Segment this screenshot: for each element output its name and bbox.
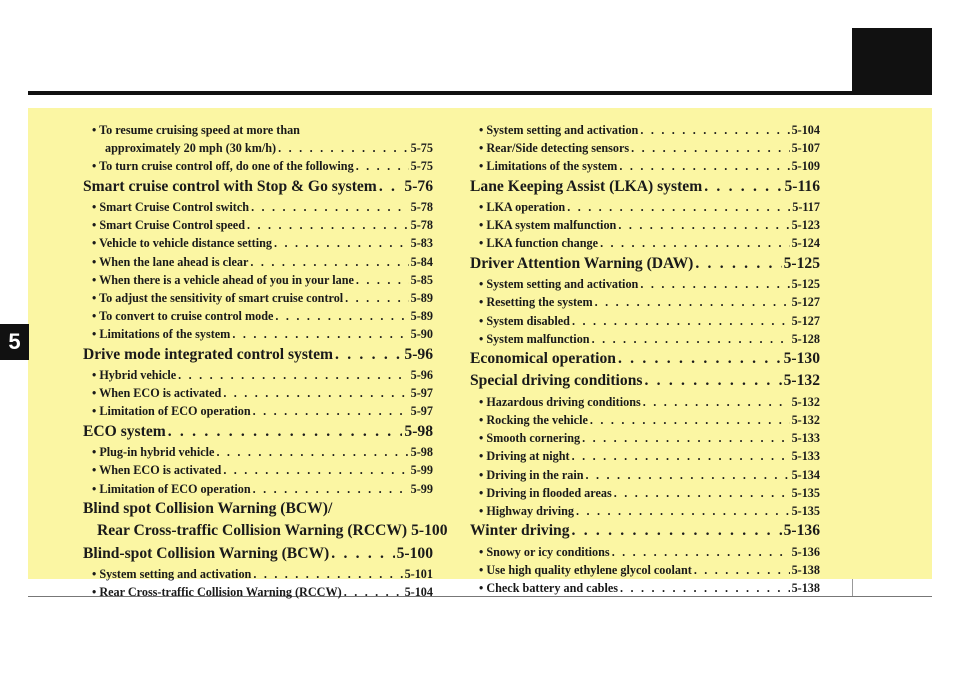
- toc-page-number: 5-109: [791, 159, 820, 174]
- toc-entry-label: • Highway driving: [479, 504, 575, 518]
- toc-entry[interactable]: [83, 139, 433, 157]
- toc-entry-label: • LKA operation: [479, 200, 566, 215]
- toc-entry[interactable]: [470, 330, 820, 348]
- toc-entry-continued[interactable]: [83, 121, 433, 139]
- toc-entry[interactable]: [83, 271, 433, 289]
- toc-entry-label: Blind-spot Collision Warning (BCW): [83, 544, 330, 562]
- toc-entry-label: • Limitation of ECO operation: [92, 481, 251, 496]
- toc-entry-label: • To resume cruising speed at more than: [92, 123, 300, 137]
- toc-entry-label: • Hazardous driving conditions: [479, 394, 641, 409]
- toc-section-heading-continued[interactable]: [83, 498, 433, 521]
- dot-leader: [590, 411, 790, 429]
- toc-page-number: 5-100: [396, 544, 433, 562]
- toc-right-column: [470, 121, 820, 597]
- toc-entry[interactable]: [470, 484, 820, 502]
- toc-page-number: 5-104: [791, 123, 820, 137]
- dot-leader: [275, 307, 408, 325]
- toc-entry[interactable]: [470, 293, 820, 311]
- dot-leader: [168, 421, 403, 444]
- dot-leader: [278, 139, 409, 157]
- dot-leader: [232, 325, 408, 343]
- toc-entry-label: • When the lane ahead is clear: [92, 254, 249, 269]
- toc-entry[interactable]: [470, 579, 820, 597]
- toc-entry-label: • LKA system malfunction: [479, 218, 617, 233]
- toc-entry-label: • System malfunction: [479, 331, 590, 346]
- toc-page-number: 5-98: [404, 422, 433, 440]
- toc-entry[interactable]: [470, 198, 820, 216]
- dot-leader: [582, 429, 789, 447]
- toc-page-number: 5-125: [783, 254, 820, 272]
- dot-leader: [695, 253, 781, 276]
- toc-entry-label: ECO system: [83, 422, 166, 440]
- toc-entry-label: • Use high quality ethylene glycol coolant: [479, 562, 692, 577]
- dot-leader: [640, 275, 789, 293]
- toc-page-number: 5-99: [410, 463, 433, 478]
- dot-leader: [600, 234, 790, 252]
- toc-page-number: 5-130: [783, 349, 820, 367]
- toc-entry-label: • Check battery and cables: [479, 581, 619, 596]
- toc-page-number: 5-101: [404, 567, 433, 582]
- toc-section-heading[interactable]: [470, 253, 820, 276]
- toc-entry[interactable]: [83, 216, 433, 234]
- toc-entry-label: • Rocking the vehicle: [479, 413, 588, 428]
- toc-page-number: 5-136: [783, 522, 820, 540]
- dot-leader: [631, 139, 789, 157]
- toc-entry-label: Winter driving: [470, 522, 570, 540]
- toc-page-number: 5-138: [791, 562, 820, 577]
- toc-entry-label: • When ECO is activated: [92, 386, 222, 401]
- toc-page-number: 5-78: [410, 200, 433, 215]
- dot-leader: [619, 157, 789, 175]
- toc-section-heading[interactable]: [470, 176, 820, 199]
- toc-entry-label: • Smooth cornering: [479, 431, 581, 446]
- dot-leader: [644, 370, 781, 393]
- toc-page-number: 5-104: [404, 585, 433, 600]
- toc-page-number: 5-89: [410, 291, 433, 305]
- dot-leader: [618, 348, 782, 371]
- toc-entry-label: Rear Cross-traffic Collision Warning (RCCW): [97, 522, 408, 540]
- toc-page-number: 5-125: [791, 277, 820, 292]
- dot-leader: [253, 480, 409, 498]
- toc-entry-label: • Snowy or icy conditions: [479, 544, 610, 559]
- toc-entry-label: Drive mode integrated control system: [83, 345, 334, 363]
- toc-entry-label: Special driving conditions: [470, 372, 643, 390]
- toc-section-heading[interactable]: [470, 348, 820, 371]
- toc-page-number: 5-83: [410, 236, 433, 251]
- dot-leader: [592, 330, 790, 348]
- toc-page-number: 5-78: [410, 218, 433, 233]
- dot-leader: [247, 216, 409, 234]
- toc-entry-label: • Driving in the rain: [479, 467, 584, 482]
- toc-page-number: 5-98: [410, 445, 433, 460]
- toc-entry[interactable]: [470, 121, 820, 139]
- toc-entry[interactable]: [470, 411, 820, 429]
- dot-leader: [250, 253, 408, 271]
- toc-entry[interactable]: [83, 461, 433, 479]
- toc-page-number: 5-76: [404, 177, 433, 195]
- toc-entry[interactable]: [470, 312, 820, 330]
- toc-section-heading[interactable]: [83, 176, 433, 199]
- dot-leader: [572, 312, 790, 330]
- dot-leader: [704, 176, 782, 199]
- chapter-number-badge: 5: [0, 324, 29, 360]
- toc-page-number: 5-133: [791, 431, 820, 446]
- toc-entry-label: • Hybrid vehicle: [92, 368, 177, 383]
- toc-entry-label: Smart cruise control with Stop & Go system: [83, 177, 377, 195]
- toc-entry-label: • System disabled: [479, 313, 570, 328]
- dot-leader: [356, 271, 409, 289]
- toc-page-number: 5-123: [791, 218, 820, 233]
- toc-entry[interactable]: [83, 289, 433, 307]
- toc-entry-label: • Resetting the system: [479, 295, 593, 310]
- dot-leader: [572, 520, 782, 543]
- toc-left-column: [83, 121, 448, 602]
- toc-entry[interactable]: [470, 502, 820, 520]
- dot-leader: [216, 443, 408, 461]
- dot-leader: [612, 543, 790, 561]
- dot-leader: [253, 402, 409, 420]
- toc-entry[interactable]: [470, 275, 820, 293]
- toc-entry[interactable]: [470, 543, 820, 561]
- toc-entry[interactable]: [470, 216, 820, 234]
- toc-page-number: 5-135: [791, 504, 820, 518]
- toc-section-heading[interactable]: [83, 421, 433, 444]
- dot-leader: [618, 216, 789, 234]
- toc-entry-label: • Limitations of the system: [92, 327, 231, 342]
- toc-entry[interactable]: [83, 402, 433, 420]
- toc-page-number: 5-90: [410, 327, 433, 342]
- toc-section-heading[interactable]: [470, 370, 820, 393]
- toc-entry-label: • When there is a vehicle ahead of you in your lane: [92, 272, 354, 287]
- dot-leader: [595, 293, 790, 311]
- toc-entry-label: • Smart Cruise Control switch: [92, 200, 250, 215]
- toc-entry-label: • System setting and activation: [479, 277, 639, 292]
- toc-entry-label: • Driving in flooded areas: [479, 485, 612, 500]
- dot-leader: [344, 583, 403, 601]
- toc-entry[interactable]: [470, 393, 820, 411]
- toc-entry-label: Lane Keeping Assist (LKA) system: [470, 177, 703, 195]
- toc-section-heading[interactable]: [83, 344, 433, 367]
- dot-leader: [251, 198, 409, 216]
- dot-leader: [585, 466, 789, 484]
- dot-leader: [614, 484, 790, 502]
- toc-entry[interactable]: [470, 466, 820, 484]
- dot-leader: [640, 121, 789, 139]
- toc-page-number: 5-89: [410, 309, 433, 324]
- toc-page-number: 5-99: [410, 481, 433, 496]
- toc-section-heading[interactable]: [470, 520, 820, 543]
- toc-entry[interactable]: [83, 366, 433, 384]
- toc-entry-label: • System setting and activation: [92, 567, 252, 582]
- toc-page-number: 5-124: [791, 236, 820, 251]
- toc-entry-label: • Smart Cruise Control speed: [92, 218, 245, 233]
- toc-entry[interactable]: [470, 234, 820, 252]
- dot-leader: [335, 344, 402, 367]
- dot-leader: [223, 384, 408, 402]
- dot-leader: [331, 543, 394, 566]
- toc-entry-label: • To convert to cruise control mode: [92, 309, 274, 324]
- toc-page-number: 5-84: [410, 254, 433, 269]
- dot-leader: [572, 447, 790, 465]
- dot-leader: [223, 461, 408, 479]
- toc-entry-label: • Plug-in hybrid vehicle: [92, 445, 215, 460]
- toc-entry[interactable]: [83, 384, 433, 402]
- toc-page-number: 5-127: [791, 295, 820, 310]
- dot-leader: [356, 157, 409, 175]
- toc-entry-label: • Limitation of ECO operation: [92, 404, 251, 419]
- toc-entry[interactable]: [83, 253, 433, 271]
- dot-leader: [345, 289, 408, 307]
- toc-section-heading[interactable]: [83, 520, 448, 543]
- toc-page-number: 5-127: [791, 313, 820, 328]
- toc-page-number: 5-134: [791, 467, 820, 482]
- chapter-tab: [852, 28, 932, 95]
- dot-leader: [567, 198, 790, 216]
- toc-entry[interactable]: [470, 139, 820, 157]
- toc-entry-label: • Rear/Side detecting sensors: [479, 141, 630, 156]
- toc-page-number: 5-133: [791, 449, 820, 464]
- toc-entry[interactable]: [83, 443, 433, 461]
- toc-page-number: 5-132: [783, 372, 820, 390]
- toc-page-number: 5-97: [410, 404, 433, 419]
- toc-page-number: 5-135: [791, 485, 820, 500]
- toc-page-number: 5-97: [410, 386, 433, 401]
- dot-leader: [274, 234, 409, 252]
- toc-entry-label: • Vehicle to vehicle distance setting: [92, 236, 272, 251]
- dot-leader: [379, 176, 403, 199]
- toc-page-number: 5-75: [410, 159, 433, 174]
- toc-entry-label: • To turn cruise control off, do one of the following: [92, 159, 354, 174]
- dot-leader: [178, 366, 408, 384]
- toc-page-number: 5-100: [411, 522, 448, 540]
- toc-entry-label: • LKA function change: [479, 236, 599, 251]
- toc-page-number: 5-138: [791, 581, 820, 596]
- toc-entry[interactable]: [83, 583, 433, 601]
- toc-entry-label: Economical operation: [470, 349, 616, 367]
- toc-page-number: 5-107: [791, 141, 820, 156]
- toc-page-number: 5-132: [791, 413, 820, 428]
- toc-entry[interactable]: [470, 447, 820, 465]
- toc-entry[interactable]: [470, 429, 820, 447]
- toc-entry[interactable]: [470, 157, 820, 175]
- toc-entry[interactable]: [83, 198, 433, 216]
- toc-page-number: 5-75: [410, 141, 433, 156]
- toc-page-number: 5-85: [410, 272, 433, 287]
- toc-entry-label: Driver Attention Warning (DAW): [470, 254, 694, 272]
- toc-entry[interactable]: [83, 325, 433, 343]
- toc-page-number: 5-96: [410, 368, 433, 383]
- toc-page-number: 5-128: [791, 331, 820, 346]
- toc-page-number: 5-117: [792, 200, 820, 215]
- toc-entry-label: • Limitations of the system: [479, 159, 618, 174]
- dot-leader: [643, 393, 790, 411]
- toc-page-number: 5-116: [784, 177, 820, 195]
- toc-entry[interactable]: [470, 561, 820, 579]
- toc-entry-label: • System setting and activation: [479, 123, 639, 137]
- side-divider: [852, 579, 853, 596]
- dot-leader: [576, 502, 790, 520]
- toc-entry-label: approximately 20 mph (30 km/h): [105, 141, 277, 156]
- dot-leader: [620, 579, 790, 597]
- toc-entry[interactable]: [83, 307, 433, 325]
- dot-leader: [694, 561, 790, 579]
- toc-entry[interactable]: [83, 234, 433, 252]
- toc-section-heading[interactable]: [83, 543, 433, 566]
- toc-page-number: 5-96: [404, 345, 433, 363]
- toc-entry[interactable]: [83, 157, 433, 175]
- toc-entry[interactable]: [83, 565, 433, 583]
- toc-entry-label: • When ECO is activated: [92, 463, 222, 478]
- toc-entry-label: • Driving at night: [479, 449, 570, 464]
- toc-entry-label: • To adjust the sensitivity of smart cruise control: [92, 291, 344, 305]
- toc-page-number: 5-132: [791, 394, 820, 409]
- toc-page-number: 5-136: [791, 544, 820, 559]
- toc-entry-label: • Rear Cross-traffic Collision Warning (RCCW): [92, 585, 342, 600]
- toc-entry[interactable]: [83, 480, 433, 498]
- dot-leader: [253, 565, 402, 583]
- top-rule: [28, 91, 932, 95]
- toc-section-label: Blind spot Collision Warning (BCW)/: [83, 499, 333, 517]
